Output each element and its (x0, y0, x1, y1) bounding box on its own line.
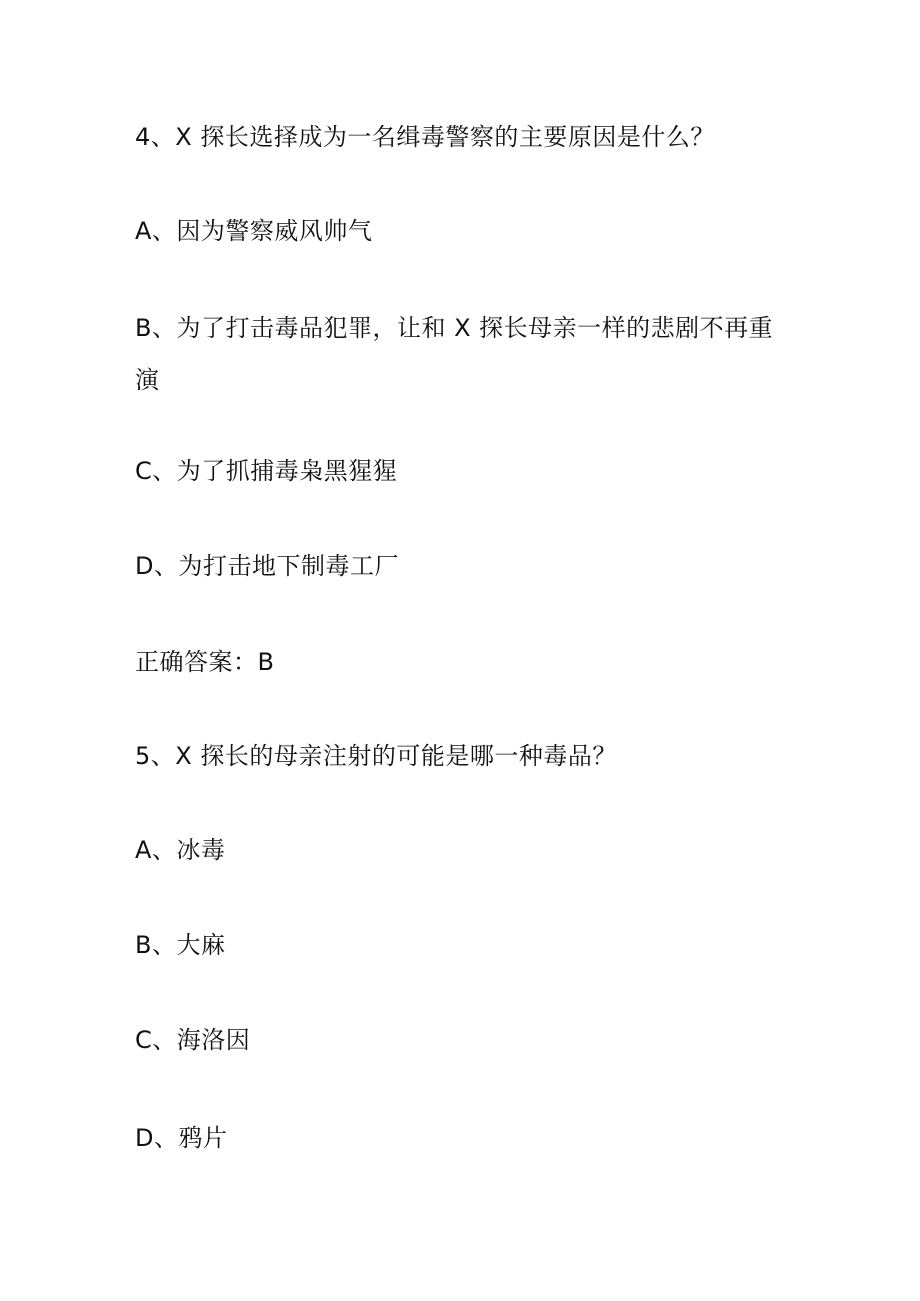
question-4-answer: 正确答案：B (135, 648, 275, 676)
question-4-option-c: C、为了抓捕毒枭黑猩猩 (135, 457, 398, 485)
question-4-option-d: D、为打击地下制毒工厂 (135, 552, 399, 580)
question-5: 5、X 探长的母亲注射的可能是哪一种毒品？ (135, 742, 617, 770)
question-4: 4、X 探长选择成为一名缉毒警察的主要原因是什么？ (135, 123, 715, 151)
question-5-option-a: A、冰毒 (135, 836, 226, 864)
question-5-option-c: C、海洛因 (135, 1026, 251, 1054)
question-5-option-b: B、大麻 (135, 931, 226, 959)
question-4-option-a: A、因为警察威风帅气 (135, 217, 373, 245)
question-4-option-b: B、为了打击毒品犯罪，让和 X 探长母亲一样的悲剧不再重演 (135, 314, 774, 394)
question-5-option-d: D、鸦片 (135, 1124, 228, 1152)
